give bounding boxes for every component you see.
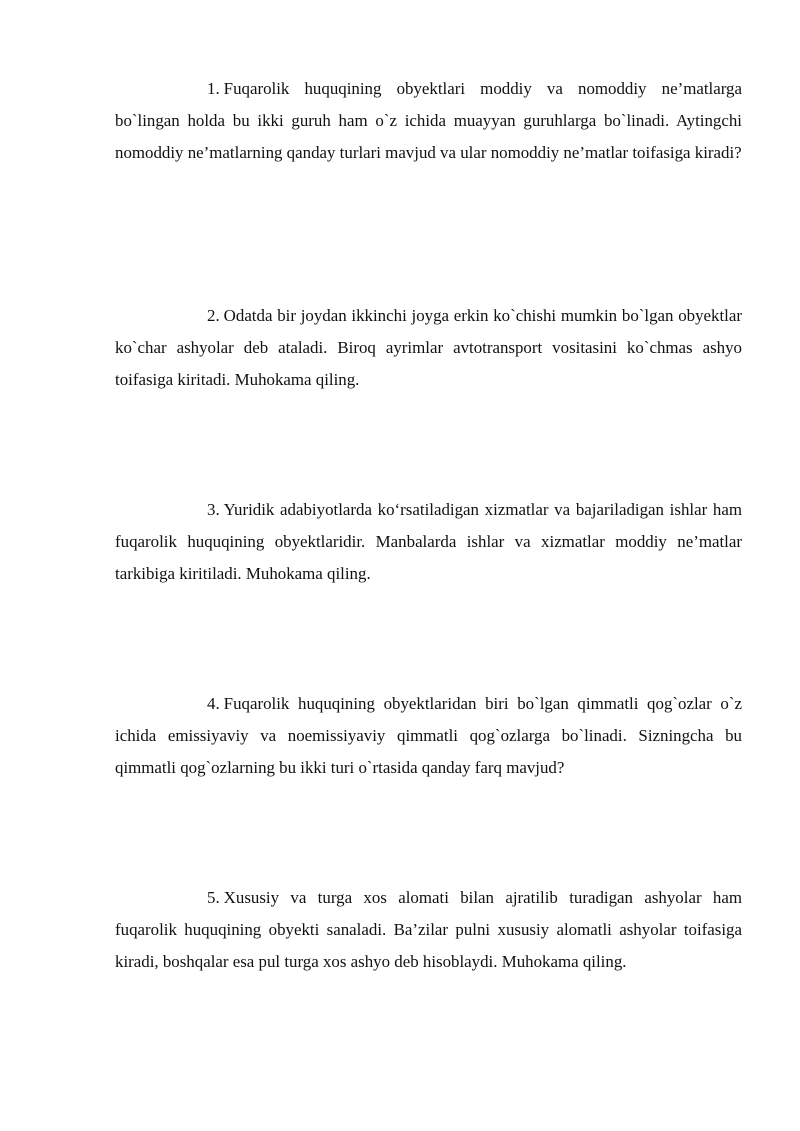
question-5 [115, 882, 742, 978]
question-3-number: 3. [207, 500, 220, 519]
question-2 [115, 300, 742, 396]
question-5-number: 5. [207, 888, 220, 907]
question-1-text: Fuqarolik huquqining obyektlari moddiy va nomoddiy ne’matlarga bo`lingan holda bu ikki guruh ham o`z ichida muayyan guruhlarga bo`linadi. Aytingchi nomoddiy ne’matlarning qanday turlari mavjud va ular nomoddiy ne’matlar toifasiga kiradi? [115, 79, 742, 162]
question-5-text: Xususiy va turga xos alomati bilan ajratilib turadigan ashyolar ham fuqarolik huquqining obyekti sanaladi. Ba’zilar pulni xususiy alomatli ashyolar toifasiga kiradi, boshqalar esa pul turga xos ashyo deb hisoblaydi. Muhokama qiling. [115, 888, 742, 971]
question-4 [115, 688, 742, 784]
question-2-text: Odatda bir joydan ikkinchi joyga erkin ko`chishi mumkin bo`lgan obyektlar ko`char ashyolar deb ataladi. Biroq ayrimlar avtotransport vositasini ko`chmas ashyo toifasiga kiritadi. Muhokama qiling. [115, 306, 742, 389]
question-4-number: 4. [207, 694, 220, 713]
question-1-number: 1. [207, 79, 220, 98]
question-2-number: 2. [207, 306, 220, 325]
question-3 [115, 494, 742, 590]
question-1 [115, 73, 742, 169]
question-3-text: Yuridik adabiyotlarda ko‘rsatiladigan xizmatlar va bajariladigan ishlar ham fuqarolik huquqining obyektlaridir. Manbalarda ishlar va xizmatlar moddiy ne’matlar tarkibiga kiritiladi. Muhokama qiling. [115, 500, 742, 583]
question-4-text: Fuqarolik huquqining obyektlaridan biri bo`lgan qimmatli qog`ozlar o`z ichida emissiyaviy va noemissiyaviy qimmatli qog`ozlarga bo`linadi. Sizningcha bu qimmatli qog`ozlarning bu ikki turi o`rtasida qanday farq mavjud? [115, 694, 742, 777]
